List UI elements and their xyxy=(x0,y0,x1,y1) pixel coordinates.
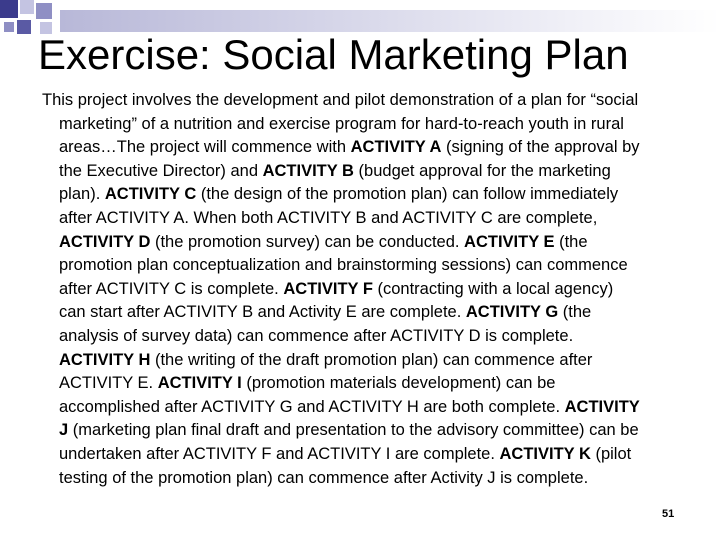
decor-square-small xyxy=(4,22,14,32)
text-run: testing of the promotion plan) can commence after Activity J is complete. xyxy=(59,468,589,487)
activity-label: ACTIVITY F xyxy=(283,279,373,298)
activity-label: ACTIVITY xyxy=(564,397,640,416)
paragraph-line xyxy=(42,396,714,420)
text-run: the Executive Director) and xyxy=(59,161,263,180)
text-run: (the xyxy=(558,303,592,322)
page-number: 51 xyxy=(662,508,675,520)
paragraph-line xyxy=(42,183,714,207)
paragraph-line xyxy=(42,254,714,278)
text-run: (the promotion survey) can be conducted. xyxy=(150,232,465,251)
text-run: accomplished after ACTIVITY G and ACTIVITY H are both complete. xyxy=(59,397,565,416)
text-run: after ACTIVITY C is complete. xyxy=(59,279,284,298)
activity-label: ACTIVITY K xyxy=(499,444,591,463)
paragraph-line xyxy=(42,443,714,467)
decor-square-dark xyxy=(0,0,18,18)
text-run: promotion plan conceptualization and brainstorming sessions) can commence xyxy=(59,256,628,275)
text-run: (signing of the approval by xyxy=(441,138,640,157)
text-run: after ACTIVITY A. When both ACTIVITY B and ACTIVITY C are complete, xyxy=(59,208,598,227)
paragraph-line xyxy=(42,136,714,160)
text-run: can start after ACTIVITY B and Activity E are complete. xyxy=(59,303,466,322)
text-run: (the design of the promotion plan) can follow immediately xyxy=(196,185,619,204)
paragraph-line xyxy=(42,467,714,491)
slide-body-paragraph xyxy=(42,89,714,490)
text-run: (budget approval for the marketing xyxy=(353,161,611,180)
paragraph-line xyxy=(42,349,714,373)
text-run: This project involves the development and pilot demonstration of a plan for “social xyxy=(42,91,639,109)
activity-label: ACTIVITY I xyxy=(157,374,242,393)
text-run: (pilot xyxy=(590,444,632,463)
activity-label: ACTIVITY A xyxy=(350,138,442,157)
activity-label: J xyxy=(59,421,69,440)
paragraph-line xyxy=(42,301,714,325)
text-run: marketing” of a nutrition and exercise program for hard-to-reach youth in rural xyxy=(59,114,624,133)
text-run: (contracting with a local agency) xyxy=(372,279,614,298)
decor-square-light xyxy=(20,0,34,14)
activity-label: ACTIVITY H xyxy=(59,350,151,369)
activity-label: ACTIVITY C xyxy=(104,185,197,204)
text-run: (the xyxy=(554,232,588,251)
slide-title: Exercise: Social Marketing Plan xyxy=(38,31,629,78)
paragraph-line xyxy=(42,207,714,231)
paragraph-line xyxy=(42,231,714,255)
text-run: plan). xyxy=(59,185,105,204)
activity-label: ACTIVITY D xyxy=(59,232,151,251)
paragraph-line xyxy=(42,419,714,443)
decor-square-mid xyxy=(36,3,52,19)
text-run: ACTIVITY E. xyxy=(59,374,158,393)
text-run: (promotion materials development) can be xyxy=(241,374,556,393)
text-run: undertaken after ACTIVITY F and ACTIVITY I are complete. xyxy=(59,444,500,463)
paragraph-line xyxy=(42,160,714,184)
decor-square-mid-2 xyxy=(17,20,31,34)
paragraph-line xyxy=(42,278,714,302)
paragraph-line xyxy=(42,113,714,137)
activity-label: ACTIVITY E xyxy=(464,232,555,251)
text-run: (the writing of the draft promotion plan) can commence after xyxy=(150,350,593,369)
paragraph-line xyxy=(42,325,714,349)
text-run: analysis of survey data) can commence after ACTIVITY D is complete. xyxy=(59,326,574,345)
activity-label: ACTIVITY B xyxy=(262,161,354,180)
paragraph-line xyxy=(42,372,714,396)
paragraph-line xyxy=(42,89,714,113)
text-run: areas…The project will commence with xyxy=(59,138,351,157)
text-run: (marketing plan final draft and presentation to the advisory committee) can be xyxy=(68,421,639,440)
activity-label: ACTIVITY G xyxy=(465,303,559,322)
title-gradient-bar xyxy=(60,10,720,32)
